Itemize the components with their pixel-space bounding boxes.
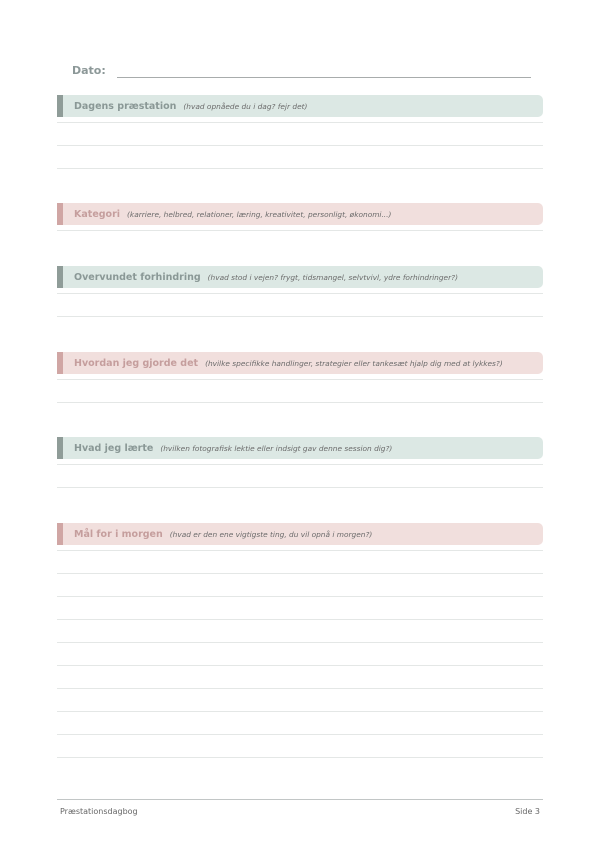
writing-line[interactable] [57,573,543,574]
section-accent [57,437,63,459]
section-accent [57,95,63,117]
writing-line[interactable] [57,293,543,294]
writing-line[interactable] [57,596,543,597]
section-header-achievement [57,95,543,117]
section-title: Hvad jeg lærte [74,442,154,454]
writing-line[interactable] [57,711,543,712]
section-header-category [57,203,543,225]
section-header-learned [57,437,543,459]
section-accent [57,266,63,288]
writing-line[interactable] [57,316,543,317]
writing-line[interactable] [57,379,543,380]
section-hint: (hvad er den ene vigtigste ting, du vil opnå i morgen?) [169,529,373,539]
section-accent [57,352,63,374]
writing-line[interactable] [57,619,543,620]
writing-line[interactable] [57,688,543,689]
writing-line[interactable] [57,734,543,735]
writing-line[interactable] [57,665,543,666]
footer-title: Præstationsdagbog [60,807,138,816]
writing-line[interactable] [57,757,543,758]
section-header-obstacle [57,266,543,288]
writing-line[interactable] [57,550,543,551]
writing-line[interactable] [57,464,543,465]
footer-divider [57,799,543,800]
page-number: Side 3 [515,807,540,816]
section-accent [57,203,63,225]
section-hint: (hvilken fotografisk lektie eller indsigt gav denne session dig?) [160,443,393,453]
section-hint: (hvilke specifikke handlinger, strategier eller tankesæt hjalp dig med at lykkes?) [205,358,503,368]
section-accent [57,523,63,545]
writing-line[interactable] [57,402,543,403]
section-hint: (hvad opnåede du i dag? fejr det) [183,101,308,111]
section-title: Mål for i morgen [74,528,163,540]
section-title: Kategori [74,208,121,220]
writing-line[interactable] [57,145,543,146]
writing-line[interactable] [57,642,543,643]
writing-line[interactable] [57,487,543,488]
section-hint: (hvad stod i vejen? frygt, tidsmangel, selvtvivl, ydre forhindringer?) [207,272,458,282]
section-header-how [57,352,543,374]
section-title: Dagens præstation [74,100,177,112]
date-label: Dato: [72,64,106,77]
section-header-tomorrow-goal [57,523,543,545]
date-input-line[interactable] [117,77,531,78]
writing-line[interactable] [57,230,543,231]
writing-line[interactable] [57,122,543,123]
writing-line[interactable] [57,168,543,169]
section-title: Overvundet forhindring [74,271,201,283]
section-title: Hvordan jeg gjorde det [74,357,199,369]
section-hint: (karriere, helbred, relationer, læring, kreativitet, personligt, økonomi...) [127,209,392,219]
